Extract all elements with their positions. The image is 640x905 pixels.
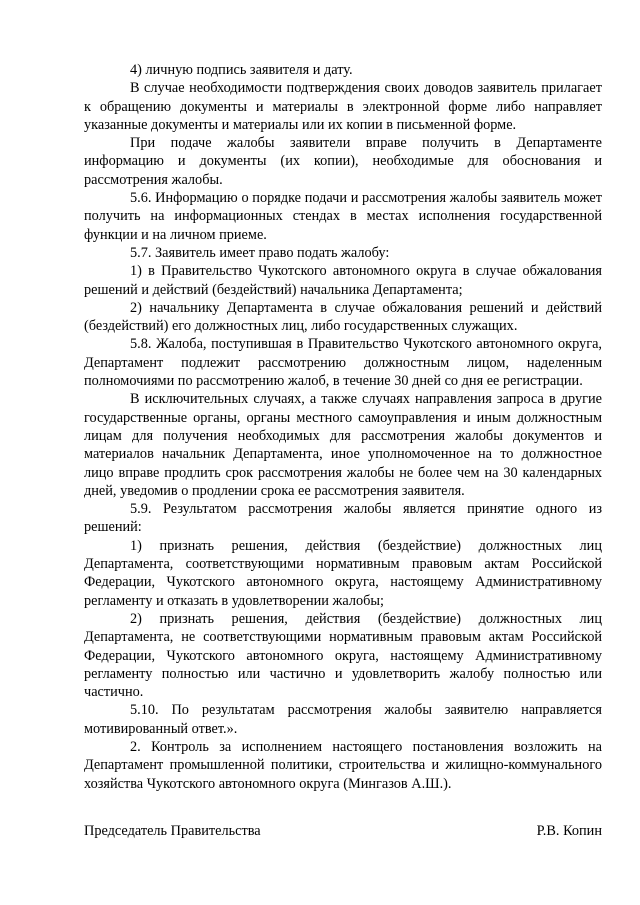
paragraph-control-clause: 2. Контроль за исполнением настоящего постановления возложить на Департамент промышленной политики, строительства и жилищно-коммунального хозяйства Чукотского автономного округа (Мингазов А.Ш.). — [84, 738, 602, 792]
paragraph-5-8: 5.8. Жалоба, поступившая в Правительство Чукотского автономного округа, Департамент подлежит рассмотрению должностным лицом, наделенным полномочиями по рассмотрению жалоб, в течение 30 дней со дня ее регистрации. — [84, 336, 602, 390]
signatory-position: Председатель Правительства — [84, 823, 261, 839]
paragraph-exceptional-cases: В исключительных случаях, а также случаях направления запроса в другие государственные органы, органы местного самоуправления и иным должностным лицам для получения необходимых для рассмотрения жалобы документов и материалов начальник Департамента, иное уполномоченное на то должностное лицо вправе продлить срок рассмотрения жалобы не более чем на 30 календарных дней, уведомив о продлении срока ее рассмотрения заявителя. — [84, 391, 602, 499]
paragraph-5-7-item-2: 2) начальнику Департамента в случае обжалования решений и действий (бездействий) его должностных лиц, либо государственных служащих. — [84, 299, 602, 335]
paragraph-5-6: 5.6. Информацию о порядке подачи и рассмотрения жалобы заявитель может получить на информационных стендах в местах исполнения государственной функции и на личном приеме. — [84, 190, 602, 243]
document-body — [84, 61, 602, 793]
paragraph-5-10: 5.10. По результатам рассмотрения жалобы заявителю направляется мотивированный ответ.». — [84, 702, 602, 737]
signatory-name: Р.В. Копин — [536, 823, 602, 839]
paragraph-5-9-item-2: 2) признать решения, действия (бездействие) должностных лиц Департамента, не соответствующими нормативным правовым актам Российской Федерации, Чукотского автономного округа, настоящему Административному регламенту полностью или частично и удовлетворить жалобу полностью или частично. — [84, 610, 602, 701]
paragraph-supporting-documents: В случае необходимости подтверждения своих доводов заявитель прилагает к обращению документы и материалы в электронной форме либо направляет указанные документы и материалы или их копии в письменной форме. — [84, 80, 602, 133]
paragraph-5-7-item-1: 1) в Правительство Чукотского автономного округа в случае обжалования решений и действий (бездействий) начальника Департамента; — [84, 263, 602, 298]
paragraph-right-to-information: При подаче жалобы заявители вправе получить в Департаменте информацию и документы (их копии), необходимые для обоснования и рассмотрения жалобы. — [84, 135, 602, 188]
paragraph-5-9-item-1: 1) признать решения, действия (бездействие) должностных лиц Департамента, соответствующими нормативным правовым актам Российской Федерации, Чукотского автономного округа, настоящему Административному регламенту и отказать в удовлетворении жалобы; — [84, 537, 602, 609]
paragraph-5-7: 5.7. Заявитель имеет право подать жалобу: — [130, 244, 390, 261]
signature-block — [84, 822, 602, 842]
paragraph-personal-signature: 4) личную подпись заявителя и дату. — [130, 62, 353, 78]
paragraph-5-9: 5.9. Результатом рассмотрения жалобы является принятие одного из решений: — [84, 501, 602, 536]
